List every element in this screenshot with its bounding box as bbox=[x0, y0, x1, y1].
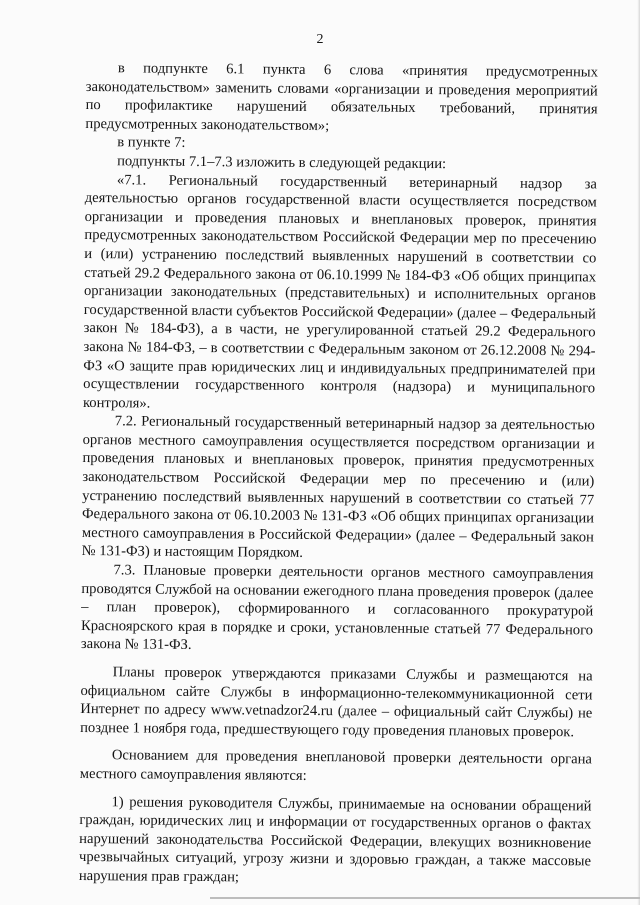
paragraph-subpoints-intro: подпункты 7.1–7.3 изложить в следующей редакции: bbox=[117, 153, 447, 173]
paragraph-inspection-plans: Планы проверок утверждаются приказами Службы и размещаются на официальном сайте Службы в информационно-телекоммуникационной сети Интернет по адресу www.vetnadzor24.ru (далее – официальный сайт Службы) не позднее 1 ноября года, предшествующего году проведения плановых проверок. bbox=[80, 664, 593, 741]
paragraph-7-1: «7.1. Региональный государственный ветеринарный надзор за деятельностью органов государственной власти осуществляется посредством организации и проведения плановых и внеплановых проверок, принятия предусмотренных законодательством Российской Федерации мер по пресечению и (или) устранению последствий выявленных нарушений в соответствии со статьей 29.2 Федерального закона от 06.10.1999 № 184-ФЗ «Об общих принципах организации законодательных (представительных) и исполнительных органов государственной власти субъектов Российской Федерации» (далее – Федеральный закон № 184-ФЗ), а в части, не урегулированной статьей 29.2 Федерального закона № 184-ФЗ, – в соответствии с Федеральным законом от 26.12.2008 № 294-ФЗ «О защите прав юридических лиц и индивидуальных предпринимателей при осуществлении государственного контроля (надзора) и муниципального контроля». bbox=[82, 171, 597, 412]
paragraph-point-7-heading: в пункте 7: bbox=[117, 134, 186, 152]
scan-edge-bottom bbox=[210, 897, 640, 899]
paragraph-7-2: 7.2. Региональный государственный ветеринарный надзор за деятельностью органов местного самоуправления осуществляется посредством организации и проведения плановых и внеплановых проверок, принятия предусмотренных законодательством Российской Федерации мер по пресечению и (или) устранению последствий выявленных нарушений в соответствии со статьей 77 Федерального закона от 06.10.2003 № 131-ФЗ «Об общих принципах организации местного самоуправления в Российской Федерации» (далее – Федеральный закон № 131-ФЗ) и настоящим Порядком. bbox=[81, 413, 595, 562]
paragraph-7-3: 7.3. Плановые проверки деятельности органов местного самоуправления проводятся Службой на основании ежегодного плана проведения проверок (далее – план проверок), сформированного и согласованного прокуратурой Красноярского края в порядке и сроки, установленные статьей 77 Федерального закона № 131-ФЗ. bbox=[80, 562, 594, 654]
paragraph-subpoint-6-1-amendment: в подпункте 6.1 пункта 6 слова «принятия предусмотренных законодательством» заменить словами «организации и проведения мероприятий по профилактике нарушений обязательных требований, принятия предусмотренных законодательством»; bbox=[85, 60, 598, 134]
page-number: 2 bbox=[316, 32, 324, 47]
paragraph-ground-1: 1) решения руководителя Службы, принимаемые на основании обращений граждан, юридических лиц и информации от государственных органов о фактах нарушений законодательства Российской Федерации, влекущих возникновение чрезвычайных ситуаций, угрозу жизни и здоровью граждан, а также массовые нарушения прав граждан; bbox=[78, 793, 592, 886]
paragraph-unscheduled-grounds: Основанием для проведения внеплановой проверки деятельности органа местного самоуправления являются: bbox=[79, 747, 592, 784]
document-body bbox=[79, 59, 598, 890]
